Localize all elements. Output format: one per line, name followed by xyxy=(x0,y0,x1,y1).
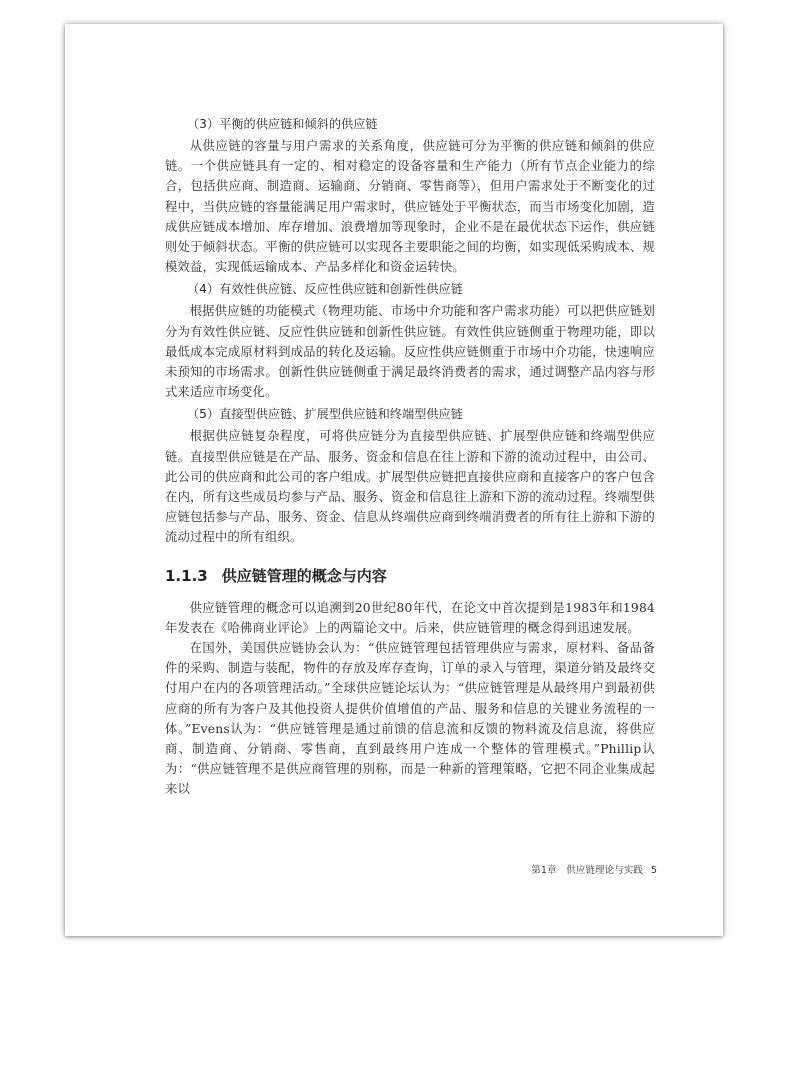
page-number: 5 xyxy=(650,865,657,876)
section-number: 1.1.3 xyxy=(165,566,208,585)
page-content xyxy=(165,112,655,800)
paragraph-direct-supply-chain: 根据供应链复杂程度，可将供应链分为直接型供应链、扩展型供应链和终端型供应链。直接型供应链是在产品、服务、资金和信息在往上游和下游的流动过程中，由公司、此公司的供应商和此公司的客户组成。扩展型供应链把直接供应商和直接客户的客户包含在内，所有这些成员均参与产品、服务、资金和信息往上游和下游的流动过程。终端型供应链包括参与产品、服务、资金、信息从终端供应商到终端消费者的所有往上游和下游的流动过程中的所有组织。 xyxy=(165,429,655,545)
paragraph-scm-definitions: 在国外，美国供应链协会认为：“供应链管理包括管理供应与需求，原材料、备品备件的采购、制造与装配，物件的存放及库存查询，订单的录入与管理，渠道分销及最终交付用户在内的各项管理活动。”全球供应链论坛认为：“供应链管理是从最终用户到最初供应商的所有为客户及其他投资人提供价值增值的产品、服务和信息的关键业务流程的一体。”Evens认为：“供应链管理是通过前馈的信息流和反馈的物料流及信息流，将供应商、制造商、分销商、零售商，直到最终用户连成一个整体的管理模式。”Phillip认为：“供应链管理不是供应商管理的别称，而是一种新的管理策略，它把不同企业集成起来以 xyxy=(165,641,655,797)
paragraph-scm-origin: 供应链管理的概念可以追溯到20世纪80年代，在论文中首次提到是1983年和1984年发表在《哈佛商业评论》上的两篇论文中。后来，供应链管理的概念得到迅速发展。 xyxy=(165,600,655,635)
section-title: 供应链管理的概念与内容 xyxy=(221,566,387,585)
page-footer xyxy=(531,862,657,876)
paragraph-efficient-supply-chain: 根据供应链的功能模式（物理功能、市场中介功能和客户需求功能）可以把供应链划分为有效性供应链、反应性供应链和创新性供应链。有效性供应链侧重于物理功能，即以最低成本完成原材料到成品的转化及运输。反应性供应链侧重于市场中介功能，快速响应未预知的市场需求。创新性供应链侧重于满足最终消费者的需求，通过调整产品内容与形式来适应市场变化。 xyxy=(165,304,655,400)
paragraph-balanced-supply-chain: 从供应链的容量与用户需求的关系角度，供应链可分为平衡的供应链和倾斜的供应链。一个供应链具有一定的、相对稳定的设备容量和生产能力（所有节点企业能力的综合，包括供应商、制造商、运输商、分销商、零售商等），但用户需求处于不断变化的过程中，当供应链的容量能满足用户需求时，供应链处于平衡状态，而当市场变化加剧，造成供应链成本增加、库存增加、浪费增加等现象时，企业不是在最优状态下运作，供应链则处于倾斜状态。平衡的供应链可以实现各主要职能之间的均衡，如实现低采购成本、规模效益，实现低运输成本、产品多样化和资金运转快。 xyxy=(165,139,655,275)
heading-efficient-supply-chain: （4）有效性供应链、反应性供应链和创新性供应链 xyxy=(187,282,463,297)
footer-chapter: 第1章 供应链理论与实践 xyxy=(531,865,643,876)
document-page xyxy=(65,24,723,936)
section-heading-1-1-3 xyxy=(165,564,655,588)
heading-direct-supply-chain: （5）直接型供应链、扩展型供应链和终端型供应链 xyxy=(187,407,463,422)
heading-balanced-supply-chain: （3）平衡的供应链和倾斜的供应链 xyxy=(187,117,378,131)
